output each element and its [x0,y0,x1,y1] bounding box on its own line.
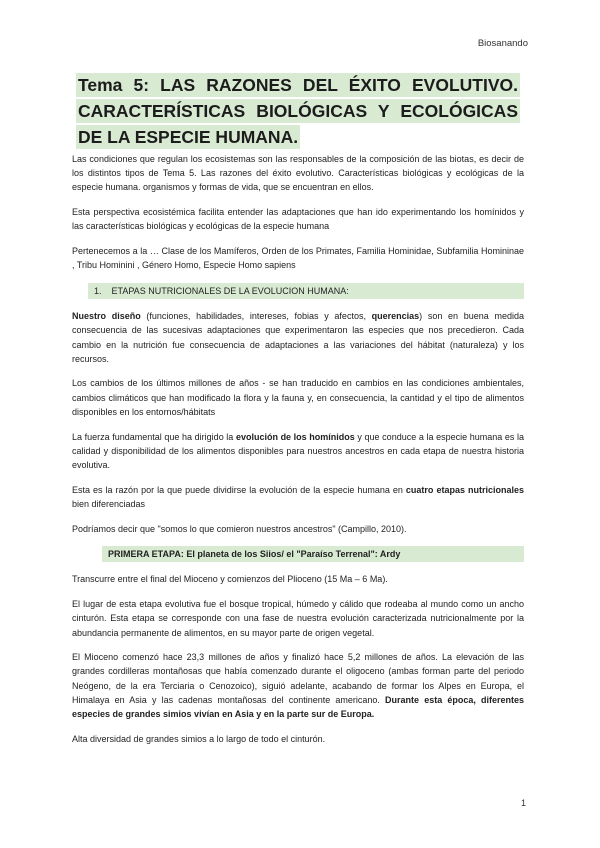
page-number: 1 [520,798,526,808]
bold-phrase: evolución de los homínidos [235,431,355,442]
bold-phrase: cuatro etapas nutricionales [405,484,524,495]
title-text: Tema 5: LAS RAZONES DEL ÉXITO EVOLUTIVO. CARACTERÍSTICAS BIOLÓGICAS Y ECOLÓGICAS DE LA ESPECIE HUMANA. [78,75,518,147]
section-1-paragraph-5: Podríamos decir que "somos lo que comieron nuestros ancestros" (Campillo, 2010). [72,523,407,534]
text-run: La fuerza fundamental que ha dirigido la [72,431,236,442]
document-body [72,152,524,757]
subsection-paragraph-1: Transcurre entre el final del Mioceno y comienzos del Plioceno (15 Ma – 6 Ma). [72,574,388,585]
section-1-paragraph-4 [72,483,524,511]
intro-paragraph-2: Esta perspectiva ecosistémica facilita entender las adaptaciones que han ido experimentando los homínidos y las características biológicas y ecológicas de la especie humana [72,207,524,232]
text-run: ) son en buena medida consecuencia de las sucesivas adaptaciones que experimentaron las especies que nos precedieron. Cada cambio en la nutrición fue consecuencia de adaptaciones a las variaciones del hábitat (naturaleza) y los recursos. [72,311,524,364]
text-run: El Mioceno comenzó hace 23,3 millones de años y finalizó hace 5,2 millones de años. La elevación de las grandes cordilleras montañosas que había comenzado durante el oligoceno (ambas forman parte del periodo Neógeno, de la era Terciaria o Cenozoico), siguió adelante, acabando de formar los Alpes en Europa, el Himalaya en Asia y las cadenas montañosas del continente americano. [72,652,524,705]
section-number: 1. [94,285,102,296]
text-run: Esta es la razón por la que puede dividirse la evolución de la especie humana en [72,484,406,495]
bold-phrase: querencias [371,311,420,322]
section-1-paragraph-2: Los cambios de los últimos millones de años - se han traducido en cambios en las condiciones ambientales, cambios climáticos que han modificado la flora y la fauna y, en consecuencia, la cantidad y el tipo de alimentos disponibles en los entornos/hábitats [72,378,524,417]
document-title [76,72,520,150]
subsection-paragraph-3 [72,650,524,721]
section-title: ETAPAS NUTRICIONALES DE LA EVOLUCION HUMANA: [111,285,349,296]
intro-paragraph-3: Pertenecemos a la … Clase de los Mamíferos, Orden de los Primates, Familia Hominidae, Subfamilia Homininae , Tribu Hominini , Género Homo, Especie Homo sapiens [72,246,524,271]
header-brand: Biosanando [477,38,528,49]
subsection-paragraph-2: El lugar de esta etapa evolutiva fue el bosque tropical, húmedo y cálido que rodeaba al mundo como un ancho cinturón. Esta etapa se corresponde con una fase de nuestra evolución caracterizada nutricionalmente por la abundancia permanente de alimentos, en su mayor parte de origen vegetal. [72,599,524,638]
text-run: bien diferenciadas [72,498,146,509]
section-heading-1 [88,283,524,299]
intro-paragraph-1: Las condiciones que regulan los ecosistemas son las responsables de la composición de las biotas, es decir de los distintos tipos de Tema 5. Las razones del éxito evolutivo. Características biológicas y ecológicas de la especie humana. organismos y formas de vida, que se encuentran en ellos. [72,154,524,193]
subsection-heading-primera-etapa: PRIMERA ETAPA: El planeta de los Siios/ el "Paraíso Terrenal": Ardy [102,546,524,562]
bold-phrase: Durante esta época, diferentes especies de grandes simios vivían en Asia y en la parte sur de Europa. [72,694,525,720]
bold-phrase: Nuestro diseño [72,311,141,322]
section-1-paragraph-3 [72,430,524,473]
text-run: y que conduce a la especie humana es la calidad y disponibilidad de los alimentos disponibles para nuestros ancestros en cada etapa de nuestra historia evolutiva. [72,431,524,470]
text-run: (funciones, habilidades, intereses, fobias y afectos, [140,311,372,322]
subsection-paragraph-4: Alta diversidad de grandes simios a lo largo de todo el cinturón. [72,733,326,744]
section-1-paragraph-1 [72,309,524,366]
